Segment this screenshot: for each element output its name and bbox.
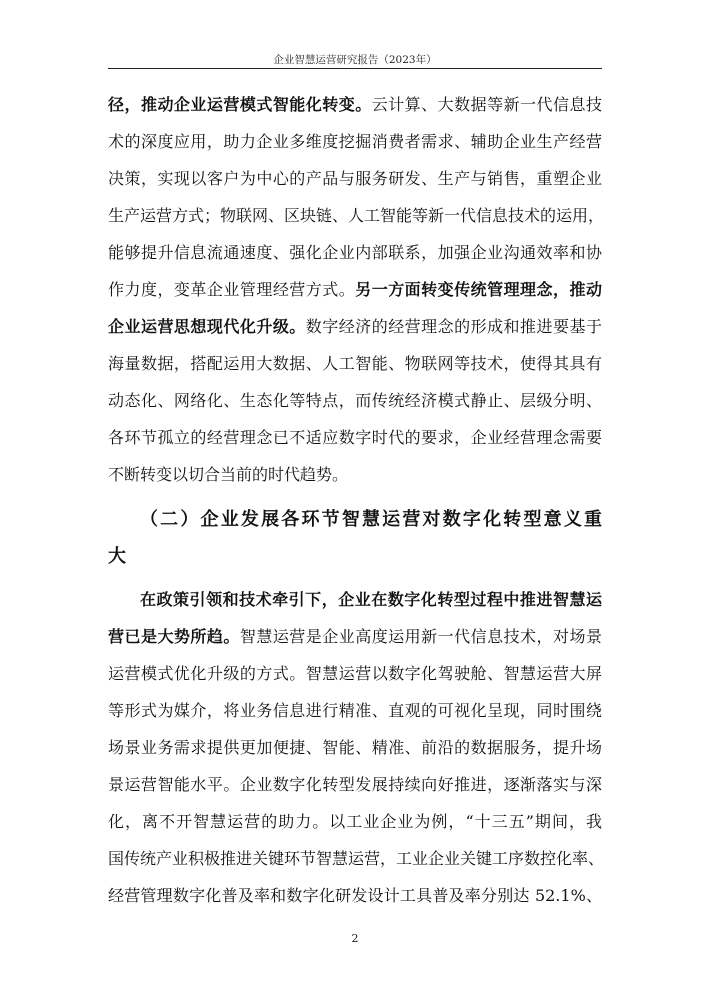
text-run: 作力度，变革企业管理经营方式。	[108, 280, 356, 299]
text-run: 场景业务需求提供更加便捷、智能、精准、前沿的数据服务，提升场	[108, 738, 602, 757]
page-number: 2	[351, 932, 359, 945]
text-line	[108, 240, 602, 266]
text-line	[108, 314, 602, 340]
bold-run: 另一方面转变传统管理理念，推动	[355, 280, 602, 299]
text-run: 动态化、网络化、生态化等特点，而传统经济模式静止、层级分明、	[108, 391, 602, 410]
text-line	[108, 624, 602, 650]
text-line	[108, 351, 602, 377]
text-line	[108, 203, 605, 229]
section-heading-continuation: 大	[108, 546, 126, 567]
text-run: 决策，实现以客户为中心的产品与服务研发、生产与销售，重塑企业	[108, 169, 602, 188]
text-line	[108, 883, 602, 909]
text-run: 云计算、大数据等新一代信息技	[371, 95, 602, 114]
text-run: 生产运营方式；物联网、区块链、人工智能等新一代信息技术的运用，	[108, 206, 605, 225]
text-line	[108, 129, 602, 155]
running-header: 企业智慧运营研究报告（2023年）	[273, 54, 437, 66]
text-line	[108, 846, 605, 872]
text-line	[108, 772, 602, 798]
text-line	[108, 388, 602, 414]
text-run: 等形式为媒介，将业务信息进行精准、直观的可视化呈现，同时围绕	[108, 701, 602, 720]
text-line	[108, 735, 602, 761]
text-run: 术的深度应用，助力企业多维度挖掘消费者需求、辅助企业生产经营	[108, 132, 602, 151]
text-line	[108, 462, 602, 488]
bold-run: 径，推动企业运营模式智能化转变。	[108, 95, 372, 114]
text-line	[108, 661, 602, 687]
text-run: 国传统产业积极推进关键环节智慧运营，工业企业关键工序数控化率、	[108, 849, 605, 868]
text-line	[108, 166, 602, 192]
text-run: 运营模式优化升级的方式。智慧运营以数字化驾驶舱、智慧运营大屏	[108, 664, 602, 683]
text-run: 能够提升信息流通速度、强化企业内部联系，加强企业沟通效率和协	[108, 243, 602, 262]
header-rule	[108, 68, 602, 69]
text-line	[108, 425, 602, 451]
text-line	[108, 92, 602, 118]
text-run: 智慧运营是企业高度运用新一代信息技术，对场景	[239, 627, 602, 646]
bold-run: 营已是大势所趋。	[108, 627, 240, 646]
text-line	[140, 587, 602, 613]
text-run: 数字经济的经营理念的形成和推进要基于	[305, 317, 602, 336]
text-line	[108, 277, 602, 303]
text-run: 经营管理数字化普及率和数字化研发设计工具普及率分别达 52.1%、	[108, 886, 602, 905]
bold-run: 企业运营思想现代化升级。	[108, 317, 306, 336]
text-run: 不断转变以切合当前的时代趋势。	[108, 465, 349, 484]
text-run: 景运营智能水平。企业数字化转型发展持续向好推进，逐渐落实与深	[108, 775, 602, 794]
text-run: 各环节孤立的经营理念已不适应数字时代的要求，企业经营理念需要	[108, 428, 602, 447]
text-run: 化，离不开智慧运营的助力。以工业企业为例，“十三五”期间，我	[108, 812, 602, 831]
section-heading: （二）企业发展各环节智慧运营对数字化转型意义重	[140, 509, 602, 530]
text-run: 海量数据，搭配运用大数据、人工智能、物联网等技术，使得其具有	[108, 354, 602, 373]
text-line	[108, 698, 602, 724]
bold-run: 在政策引领和技术牵引下，企业在数字化转型过程中推进智慧运	[140, 590, 602, 609]
text-line	[108, 809, 602, 835]
